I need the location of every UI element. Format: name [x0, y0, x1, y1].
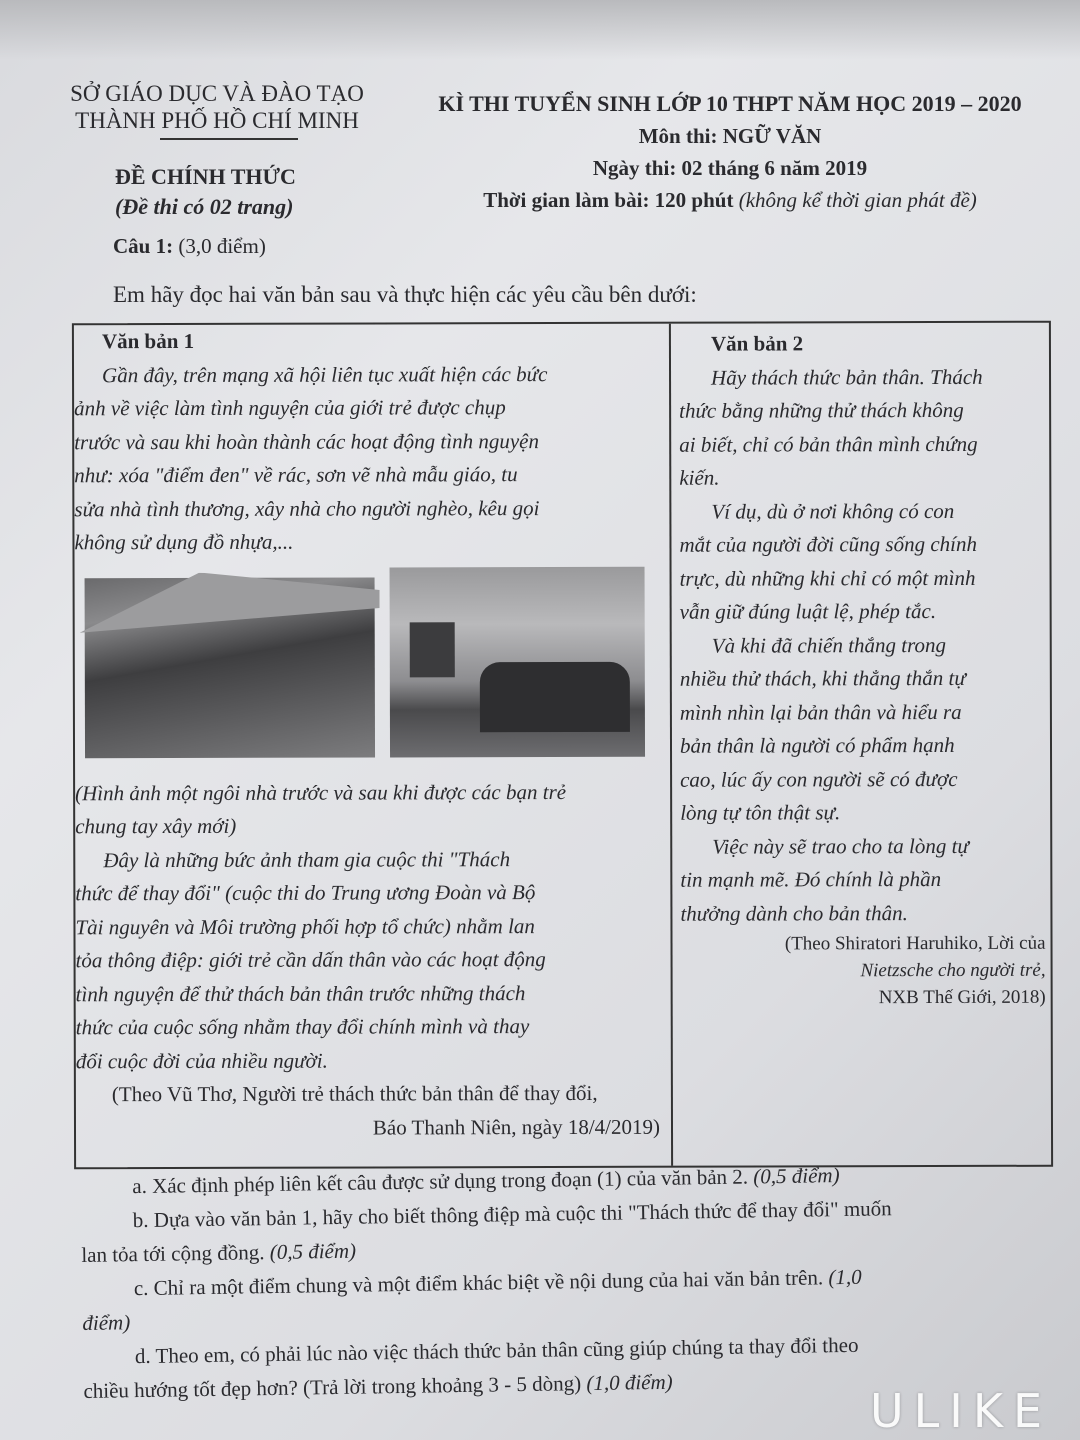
- text-line: kiến.: [679, 465, 720, 490]
- question-b: b. Dựa vào văn bản 1, hãy cho biết thông điệp mà cuộc thi "Thách thức để thay đổi" muốn: [132, 1196, 892, 1233]
- question-1-heading: [113, 234, 266, 259]
- text-line: Hãy thách thức bản thân. Thách: [711, 364, 983, 390]
- question-b-text: lan tỏa tới cộng đồng.: [81, 1240, 265, 1267]
- exam-duration: Thời gian làm bài: 120 phút: [483, 188, 734, 212]
- exam-title: KÌ THI TUYỂN SINH LỚP 10 THPT NĂM HỌC 2019 – 2020: [438, 91, 1022, 116]
- question-a-points: (0,5 điểm): [753, 1163, 840, 1189]
- text-2: [679, 327, 1046, 1012]
- photo-house-before: [85, 577, 375, 758]
- question-a-text: a. Xác định phép liên kết câu được sử dụng trong đoạn (1) của văn bản 2.: [132, 1164, 749, 1199]
- text-1: [74, 324, 666, 1146]
- text-line: bản thân là người có phẩm hạnh: [679, 732, 955, 758]
- department-header: [62, 80, 372, 134]
- text-line: Và khi đã chiến thắng trong: [711, 632, 947, 658]
- official-exam: ĐỀ CHÍNH THỨC: [115, 164, 296, 189]
- text-1-title: Văn bản 1: [101, 328, 195, 354]
- question-b-points: (0,5 điểm): [269, 1238, 357, 1265]
- text-2-source-3: NXB Thế Giới, 2018): [878, 986, 1046, 1009]
- question-label: Câu 1:: [113, 234, 174, 258]
- sub-questions: [80, 1155, 1049, 1408]
- text-1-para-2: [75, 842, 666, 1078]
- column-divider: [669, 324, 673, 1166]
- text-2-title: Văn bản 2: [710, 331, 804, 356]
- question-d-points: (1,0 điểm): [586, 1369, 673, 1396]
- text-line: thưởng dành cho bản thân.: [680, 900, 908, 926]
- text-line: vẫn giữ đúng luật lệ, phép tắc.: [679, 599, 937, 624]
- text-1-para-1: [74, 357, 665, 560]
- text-line: cao, lúc ấy con người sẽ có được: [680, 766, 958, 792]
- text-line: thức bằng những thử thách không: [679, 397, 964, 423]
- text-line: như: xóa "điểm đen" về rác, sơn vẽ nhà mẫu giáo, tu: [74, 462, 518, 488]
- question-c-text: c. Chỉ ra một điểm chung và một điểm khác biệt về nội dung của hai văn bản trên.: [133, 1265, 824, 1301]
- app-watermark: ULIKE: [870, 1384, 1053, 1438]
- text-line: đổi cuộc đời của nhiều người.: [75, 1048, 328, 1073]
- text-line: lòng tự tôn thật sự.: [680, 800, 841, 825]
- question-d: d. Theo em, có phải lúc nào việc thách thức bản thân cũng giúp chúng ta thay đổi theo: [134, 1332, 859, 1369]
- exam-subject: Môn thi: NGỮ VĂN: [638, 124, 822, 148]
- question-c-points-cont: điểm): [82, 1310, 131, 1335]
- reading-texts-table: [72, 321, 1053, 1170]
- text-line: Tài nguyên và Môi trường phối hợp tổ chức) nhằm lan: [75, 913, 535, 939]
- photo-shadow: [0, 0, 1080, 60]
- text-1-source-2: Báo Thanh Niên, ngày 18/4/2019): [372, 1114, 661, 1139]
- text-line: mắt của người đời cũng sống chính: [679, 531, 978, 557]
- text-line: không sử dụng đồ nhựa,...: [74, 529, 294, 555]
- text-1-source: (Theo Vũ Thơ, Người trẻ thách thức bản thân để thay đổi,: [111, 1080, 598, 1107]
- text-line: trước và sau khi hoàn thành các hoạt động tình nguyện: [74, 428, 539, 454]
- official-label: [115, 162, 296, 222]
- text-line: tình nguyện để thử thách bản thân trước những thách: [75, 980, 526, 1006]
- photo-house-after: [390, 566, 645, 757]
- text-line: Việc này sẽ trao cho ta lòng tự: [712, 833, 969, 859]
- caption-line: chung tay xây mới): [75, 813, 237, 839]
- text-line: tỏa thông điệp: giới trẻ cần dấn thân vào các hoạt động: [75, 947, 546, 973]
- question-d-text: chiều hướng tốt đẹp hơn? (Trả lời trong khoảng 3 - 5 dòng): [83, 1371, 582, 1403]
- duration-note: (không kể thời gian phát đề): [738, 188, 977, 212]
- text-line: Ví dụ, dù ở nơi không có con: [711, 498, 955, 524]
- text-line: nhiều thử thách, khi thẳng thắn tự: [679, 665, 966, 691]
- photos: [75, 566, 666, 773]
- text-line: Gần đây, trên mạng xã hội liên tục xuất hiện các bức: [101, 361, 548, 387]
- text-line: tin mạnh mẽ. Đó chính là phần: [680, 867, 942, 892]
- question-intro: Em hãy đọc hai văn bản sau và thực hiện các yêu cầu bên dưới:: [113, 282, 697, 307]
- exam-header: [410, 88, 1050, 216]
- text-line: thức của cuộc sống nhằm thay đổi chính mình và thay: [75, 1014, 530, 1040]
- pages-note: (Đề thi có 02 trang): [115, 194, 294, 219]
- department-name: SỞ GIÁO DỤC VÀ ĐÀO TẠO: [70, 81, 364, 106]
- text-line: Đây là những bức ảnh tham gia cuộc thi "Thách: [103, 846, 511, 872]
- question-c-points: (1,0: [828, 1264, 862, 1290]
- header-divider: [160, 138, 298, 140]
- text-line: thức để thay đổi" (cuộc thi do Trung ương Đoàn và Bộ: [75, 880, 536, 906]
- text-line: mình nhìn lại bản thân và hiểu ra: [679, 699, 962, 725]
- question-points: (3,0 điểm): [178, 234, 266, 258]
- text-line: sửa nhà tình thương, xây nhà cho người nghèo, kêu gọi: [74, 495, 540, 521]
- text-line: trực, dù những khi chỉ có một mình: [679, 565, 976, 591]
- text-line: ảnh về việc làm tình nguyện của giới trẻ được chụp: [74, 395, 506, 421]
- text-2-source: (Theo Shiratori Haruhiko, Lời của: [784, 932, 1046, 955]
- text-line: ai biết, chỉ có bản thân mình chứng: [679, 431, 978, 457]
- photo-caption: [75, 775, 665, 844]
- caption-line: (Hình ảnh một ngôi nhà trước và sau khi được các bạn trẻ: [75, 779, 567, 805]
- city-name: THÀNH PHỐ HỒ CHÍ MINH: [75, 108, 359, 133]
- exam-date: Ngày thi: 02 tháng 6 năm 2019: [592, 156, 868, 180]
- text-2-source-2: Nietzsche cho người trẻ,: [860, 959, 1046, 982]
